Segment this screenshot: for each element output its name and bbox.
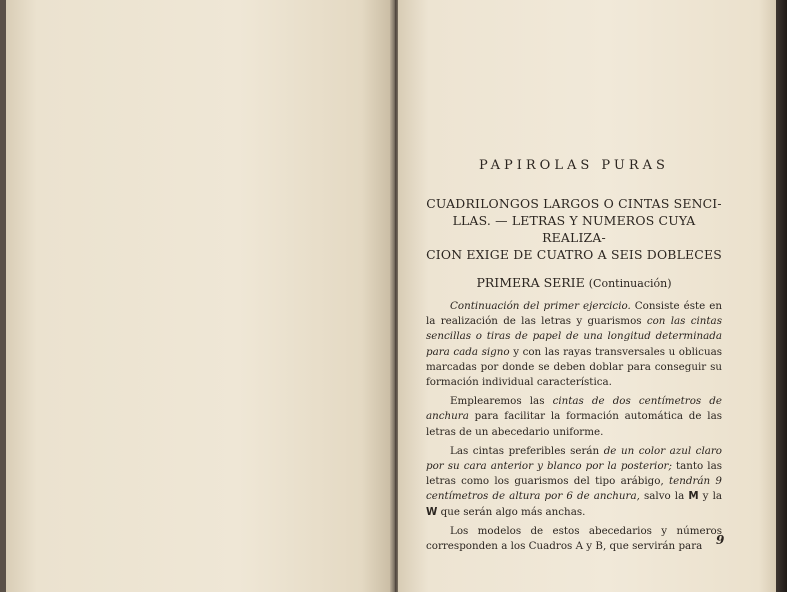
- paragraph-text: y con las rayas transversales u oblicuas marcadas por donde se deben doblar para conseguir su formación individual característica.: [426, 345, 723, 389]
- running-head: PAPIROLAS PURAS: [479, 158, 669, 173]
- paragraph-text: y la: [698, 490, 723, 503]
- paragraph-1: [426, 299, 722, 390]
- series-title: [426, 275, 722, 290]
- series-title-sub: (Continuación): [588, 277, 672, 290]
- paragraph-text: que serán algo más anchas.: [437, 505, 586, 518]
- paragraph-text: Las cintas preferibles serán: [450, 444, 604, 457]
- paragraph-italic: Continuación del primer ejercicio.: [450, 300, 631, 312]
- series-title-main: PRIMERA SERIE: [476, 275, 585, 290]
- paragraph-italic: de un color azul claro por su cara anterior y blanco por la posterior;: [426, 444, 722, 473]
- paragraph-text: Emplearemos las: [450, 395, 553, 408]
- page-text: [426, 150, 725, 558]
- paragraph-italic: tendrán 9 centímetros de altura por 6 de anchura,: [426, 475, 722, 503]
- section-title: [426, 195, 722, 263]
- paragraph-italic: con las cintas sencillas o tiras de papel de una longitud determinada para cada signo: [426, 315, 722, 358]
- paragraph-2: [426, 394, 722, 440]
- paragraph-text: Consiste éste en la realización de las letras y guarismos: [426, 300, 722, 328]
- page-edge-shadow: [776, 0, 787, 592]
- paragraph-3: [426, 444, 722, 520]
- page-number: 9: [716, 533, 725, 547]
- paragraph-italic: cintas de dos centímetros de anchura: [426, 395, 722, 423]
- paragraph-text: para facilitar la formación automática de las letras de un abecedario uniforme.: [426, 410, 722, 438]
- paragraph-text: Los modelos de estos abecedarios y números corresponden a los Cuadros A y B, que servirán para: [426, 524, 722, 553]
- section-title-line: LLAS. — LETRAS Y NUMEROS CUYA REALIZA-: [452, 213, 696, 245]
- paragraph-text: salvo la: [639, 490, 689, 503]
- paragraph-text: tanto las letras como los guarismos del tipo arábigo,: [426, 460, 722, 488]
- bold-letter: W: [426, 505, 438, 518]
- left-page-blank: [6, 0, 392, 592]
- bold-letter: M: [688, 490, 699, 503]
- section-title-line: CION EXIGE DE CUATRO A SEIS DOBLECES: [426, 247, 722, 262]
- section-title-line: CUADRILONGOS LARGOS O CINTAS SENCI-: [426, 196, 722, 211]
- paragraph-4: [426, 524, 725, 554]
